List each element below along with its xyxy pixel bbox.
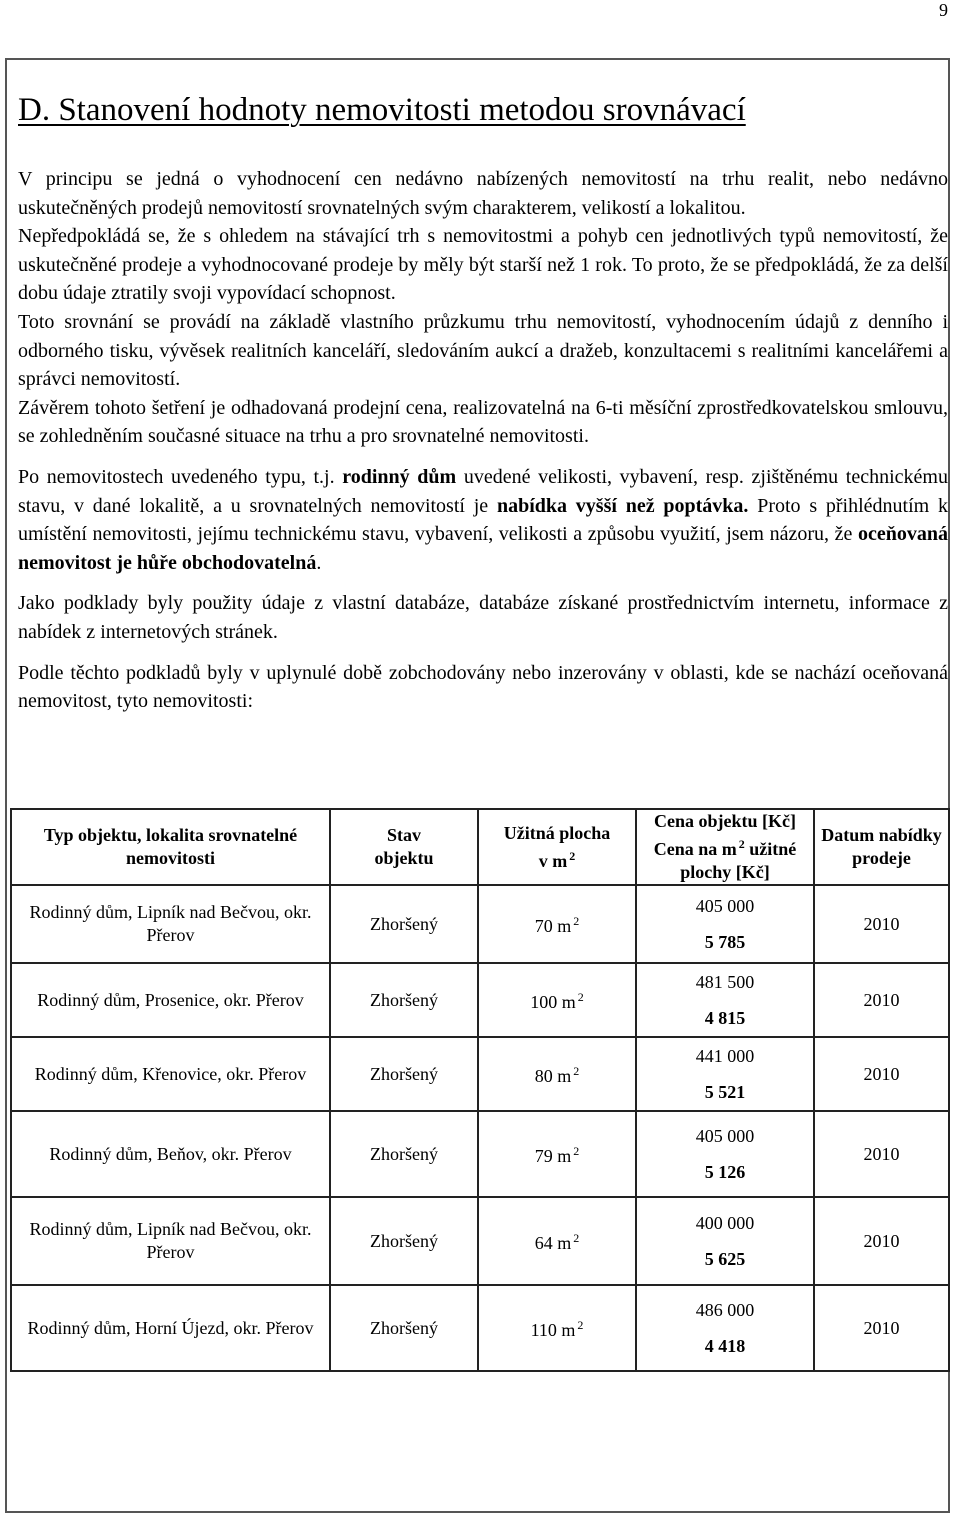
table-row [11, 1285, 949, 1371]
cell-area: 70 m $^2$ [478, 885, 636, 963]
cell-type: Rodinný dům, Beňov, okr. Přerov [11, 1111, 330, 1197]
paragraph-conclusion: Závěrem tohoto šetření je odhadovaná prodejní cena, realizovatelná na 6-ti měsíční zprostředkovatelskou smlouvu, se zohledněním současné situace na trhu a pro srovnatelné nemovitosti. [18, 396, 948, 448]
cell-type: Rodinný dům, Lipník nad Bečvou, okr. Přerov [11, 1197, 330, 1285]
paragraph-assumption: Nepředpokládá se, že s ohledem na stávající trh s nemovitostmi a pohyb cen jednotlivých typů nemovitostí, že uskutečněné prodeje a vyhodnocované prodeje by měly být starší než 1 rok. To proto, že se předpokládá, že za delší dobu údaje ztratily svoji vypovídací schopnost. [18, 225, 948, 305]
paragraph-sources: Jako podklady byly použity údaje z vlastní databáze, databáze získané prostřednictvím internetu, informace z nabídek z internetových stránek. [18, 592, 948, 643]
cell-price: 486 000 4 418 [636, 1285, 814, 1371]
cell-state: Zhoršený [330, 1037, 478, 1111]
p5-text-2: uvedené velikosti, vybavení, resp. zjištěnému technickému stavu, v dané lokalitě, a u srovnatelných nemovitostí je [18, 465, 948, 517]
cell-state: Zhoršený [330, 963, 478, 1037]
table-row [11, 1037, 949, 1111]
cell-state: Zhoršený [330, 885, 478, 963]
cell-year: 2010 [814, 1285, 949, 1371]
p5-text-1: Po nemovitostech uvedeného typu, t.j. [18, 465, 343, 488]
cell-year: 2010 [814, 1197, 949, 1285]
cell-type: Rodinný dům, Horní Újezd, okr. Přerov [11, 1285, 330, 1371]
table-row [11, 1111, 949, 1197]
header-price: Cena objektu [Kč] Cena na m $^2$ užitné plochy [Kč] [636, 809, 814, 885]
header-date: Datum nabídky prodeje [814, 809, 949, 885]
comparison-table-wrapper [10, 808, 948, 1372]
cell-state: Zhoršený [330, 1197, 478, 1285]
cell-price: 400 000 5 625 [636, 1197, 814, 1285]
cell-year: 2010 [814, 963, 949, 1037]
body-text [18, 165, 948, 716]
cell-price: 405 000 5 785 [636, 885, 814, 963]
paragraph-market [18, 463, 948, 577]
section-heading: D. Stanovení hodnoty nemovitosti metodou srovnávací [18, 92, 746, 128]
page-number: 9 [939, 0, 948, 20]
cell-area: 100 m $^2$ [478, 963, 636, 1037]
cell-price: 481 500 4 815 [636, 963, 814, 1037]
cell-price: 441 000 5 521 [636, 1037, 814, 1111]
p5-text-3: Proto s přihlédnutím k umístění nemovitosti, jejímu technickému stavu, vybavení, velikosti a způsobu využití, jsem názoru, že [18, 494, 948, 546]
paragraph-principle: V principu se jedná o vyhodnocení cen nedávno nabízených nemovitostí na trhu realit, nebo nedávno uskutečněných prodejů nemovitostí srovnatelných svým charakterem, velikostí a lokalitou. [18, 168, 948, 219]
cell-type: Rodinný dům, Lipník nad Bečvou, okr. Přerov [11, 885, 330, 963]
cell-type: Rodinný dům, Prosenice, okr. Přerov [11, 963, 330, 1037]
paragraph-method: Toto srovnání se provádí na základě vlastního průzkumu trhu nemovitostí, vyhodnocením údajů z denního i odborného tisku, vývěsek realitních kanceláří, sledováním aukcí a dražeb, konzultacemi s realitními kancelářemi a správci nemovitostí. [18, 310, 948, 391]
table-row [11, 963, 949, 1037]
cell-area: 64 m $^2$ [478, 1197, 636, 1285]
cell-type: Rodinný dům, Křenovice, okr. Přerov [11, 1037, 330, 1111]
cell-area: 110 m $^2$ [478, 1285, 636, 1371]
cell-state: Zhoršený [330, 1285, 478, 1371]
p5-bold-1: rodinný dům [342, 465, 457, 488]
p5-text-4: . [316, 551, 322, 574]
cell-year: 2010 [814, 885, 949, 963]
cell-area: 80 m $^2$ [478, 1037, 636, 1111]
comparison-table [10, 808, 950, 1372]
header-type: Typ objektu, lokalita srovnatelné nemovitosti [11, 809, 330, 885]
cell-year: 2010 [814, 1037, 949, 1111]
header-area: Užitná plocha v m $^2$ [478, 809, 636, 885]
cell-state: Zhoršený [330, 1111, 478, 1197]
table-row [11, 1197, 949, 1285]
paragraph-intro-table: Podle těchto podkladů byly v uplynulé době zobchodovány nebo inzerovány v oblasti, kde se nachází oceňovaná nemovitost, tyto nemovitosti: [18, 661, 948, 713]
table-header-row [11, 809, 949, 885]
cell-area: 79 m $^2$ [478, 1111, 636, 1197]
cell-price: 405 000 5 126 [636, 1111, 814, 1197]
cell-year: 2010 [814, 1111, 949, 1197]
header-state: Stav objektu [330, 809, 478, 885]
p5-bold-2: nabídka vyšší než poptávka. [496, 494, 749, 517]
table-row [11, 885, 949, 963]
p5-bold-3: oceňovaná nemovitost je hůře obchodovatelná [18, 523, 948, 574]
